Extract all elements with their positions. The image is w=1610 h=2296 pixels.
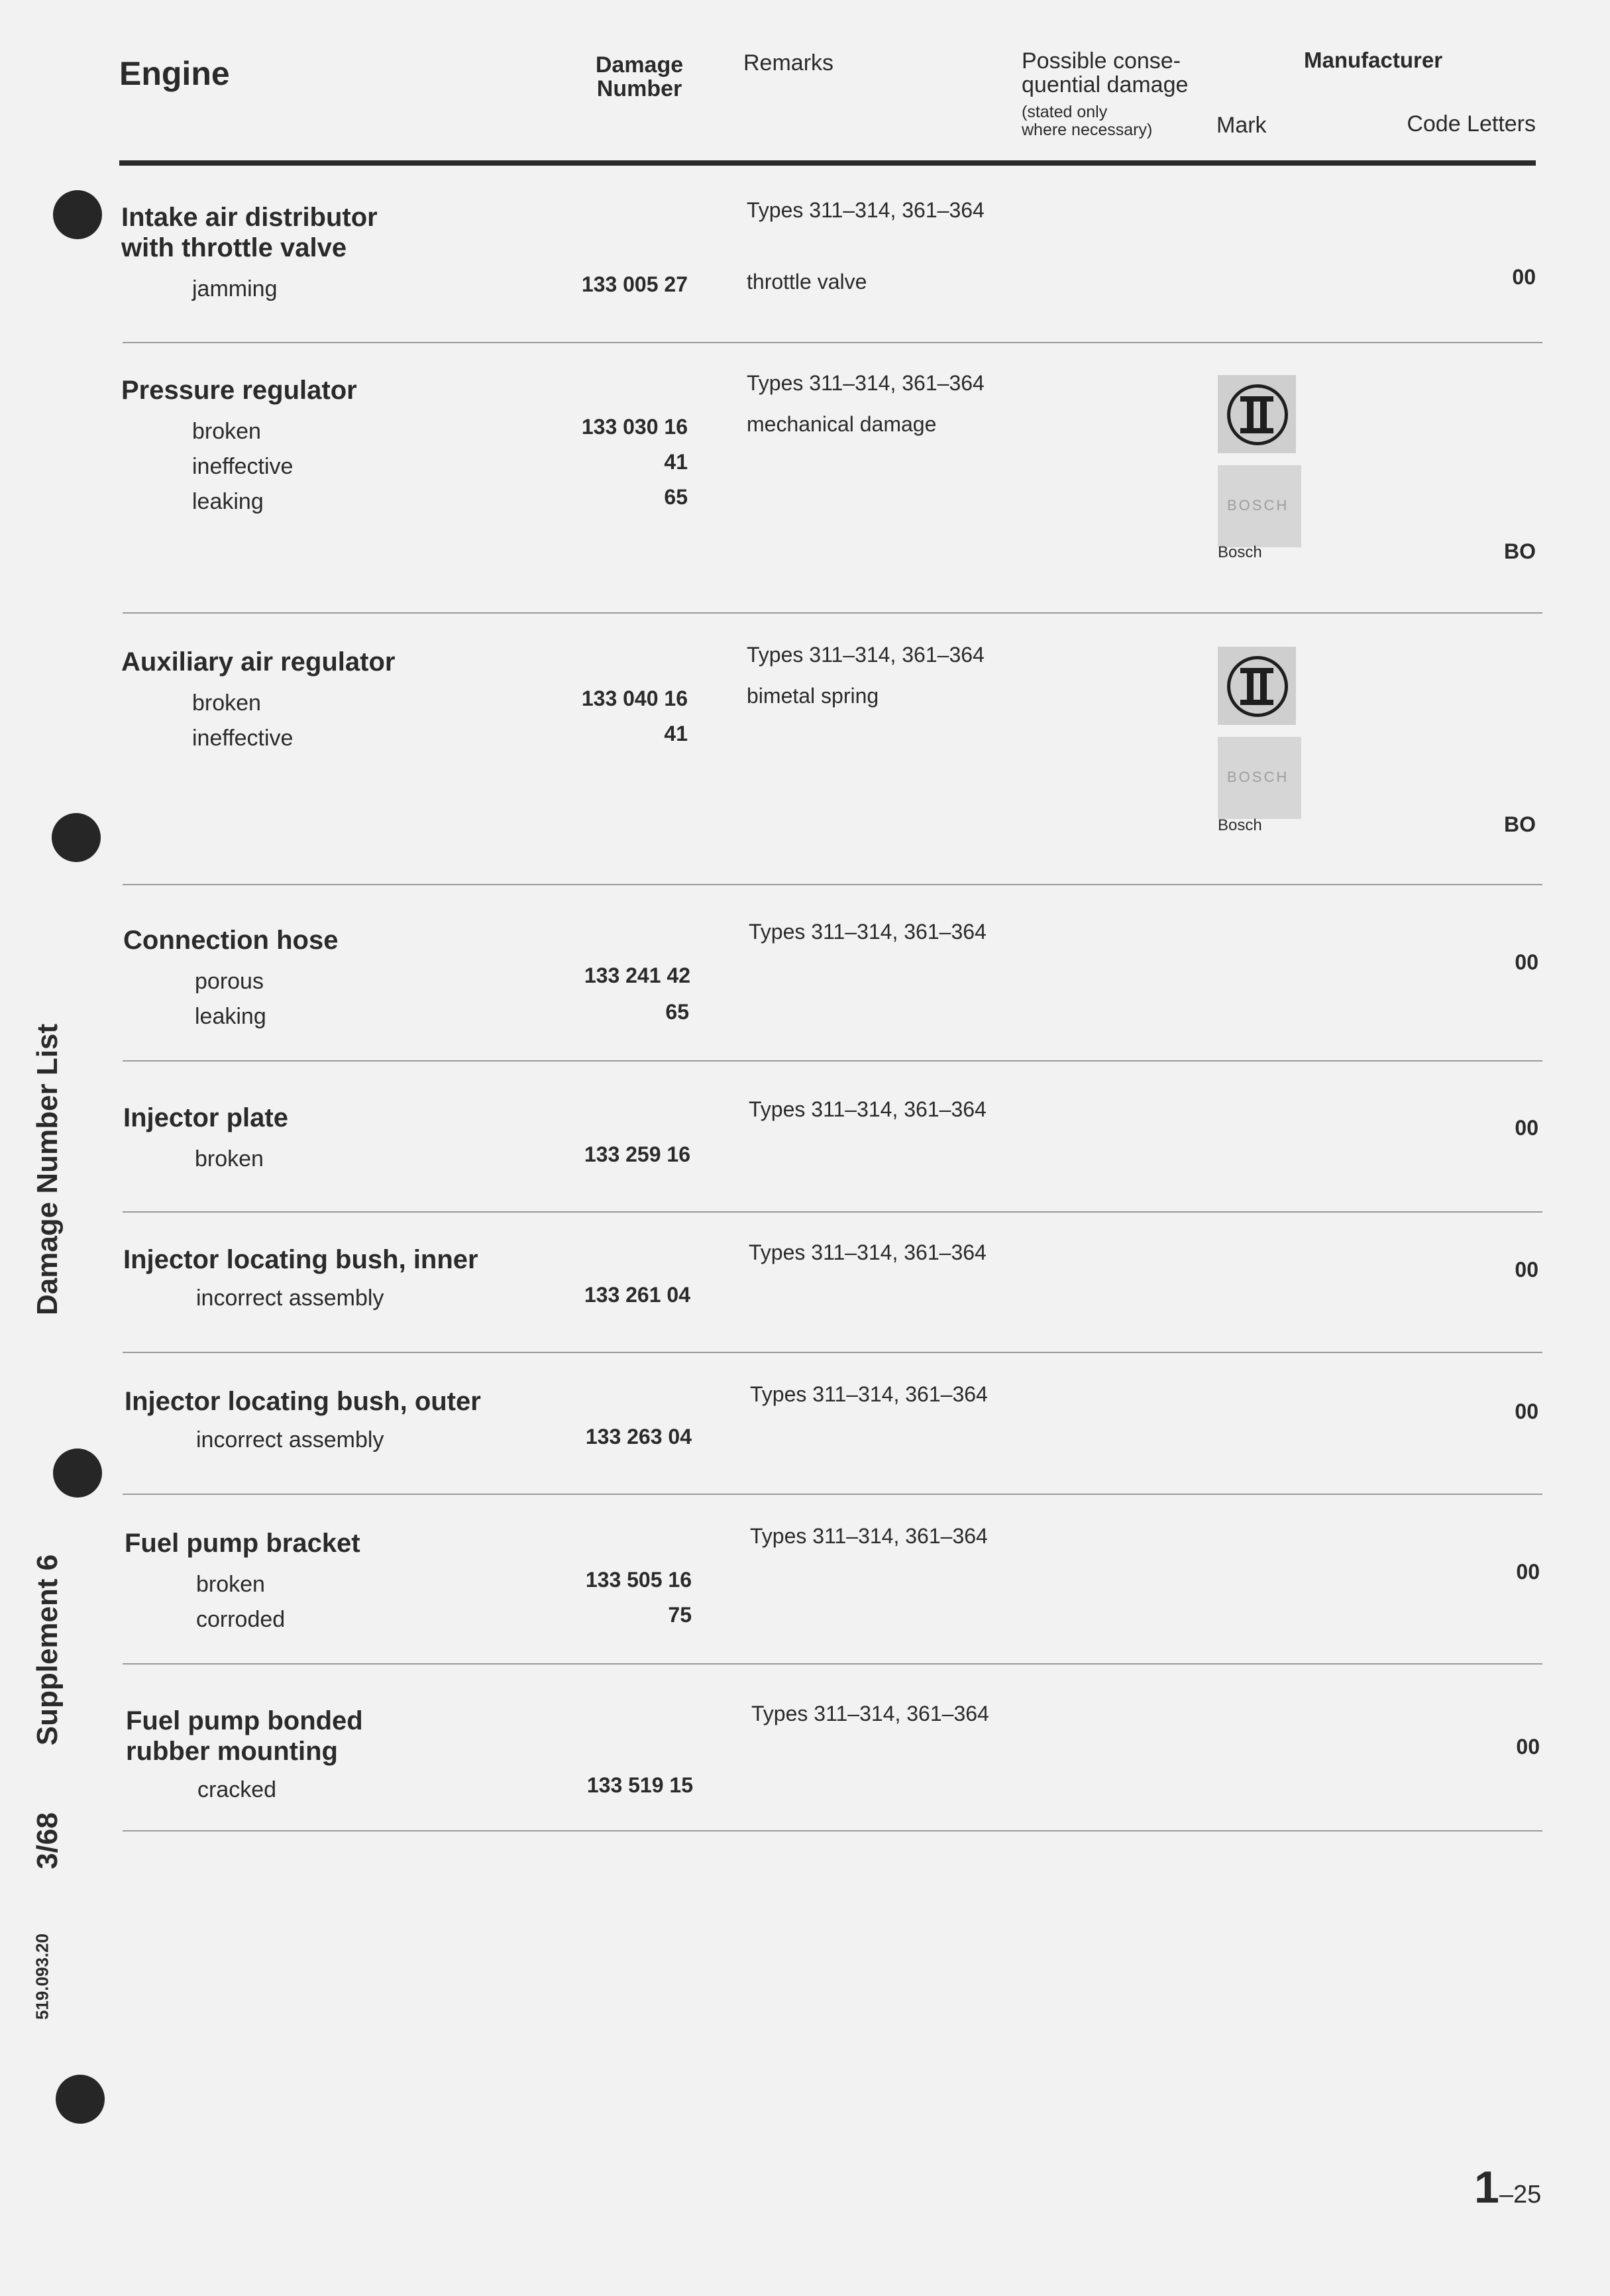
divider: [123, 884, 1542, 885]
divider: [123, 1352, 1542, 1353]
section-title: Engine: [119, 55, 230, 92]
damage-number-header: Damage Number: [595, 52, 684, 101]
entry-title: Fuel pump bracket: [125, 1529, 360, 1558]
mark-header: Mark: [1216, 113, 1267, 138]
remark: bimetal spring: [747, 684, 879, 708]
remark: Types 311–314, 361–364: [747, 371, 985, 395]
item-label: ineffective: [192, 454, 294, 479]
remark: Types 311–314, 361–364: [747, 643, 985, 667]
damage-number: 133 261 04: [584, 1283, 690, 1307]
code-letters-header: Code Letters: [1407, 111, 1536, 137]
item-label: jamming: [192, 276, 278, 301]
entry-title: Auxiliary air regulator: [121, 647, 396, 677]
entry-title: Pressure regulator: [121, 376, 357, 405]
divider: [123, 342, 1542, 343]
remark: Types 311–314, 361–364: [749, 920, 987, 944]
remarks-header: Remarks: [743, 50, 834, 76]
bosch-armature-logo-icon: [1218, 647, 1296, 725]
stated-note: (stated only where necessary): [1022, 103, 1153, 139]
damage-number: 133 040 16: [581, 686, 688, 710]
item-label: corroded: [196, 1607, 286, 1632]
code-letters: 00: [1515, 1399, 1538, 1423]
punch-hole: [53, 190, 102, 239]
item-label: cracked: [197, 1777, 277, 1802]
item-label: incorrect assembly: [196, 1427, 384, 1452]
damage-number: 133 519 15: [586, 1773, 693, 1797]
bosch-stamp-logo: BOSCH: [1218, 465, 1301, 547]
entry-title: Injector locating bush, inner: [123, 1245, 478, 1274]
remark: Types 311–314, 361–364: [747, 198, 985, 222]
damage-number: 75: [668, 1603, 692, 1627]
damage-number: 133 259 16: [584, 1142, 690, 1166]
manufacturer-header: Manufacturer: [1304, 48, 1443, 72]
code-letters: 00: [1516, 1560, 1540, 1584]
entry-title: Intake air distributor with throttle valve: [121, 203, 378, 262]
item-label: broken: [195, 1146, 264, 1172]
item-label: incorrect assembly: [196, 1285, 384, 1311]
remark: Types 311–314, 361–364: [751, 1702, 989, 1725]
item-label: leaking: [195, 1004, 266, 1029]
entry-title: Injector plate: [123, 1103, 288, 1132]
code-letters: BO: [1504, 812, 1536, 836]
code-letters: BO: [1504, 539, 1536, 563]
divider: [123, 1211, 1542, 1213]
remark: Types 311–314, 361–364: [750, 1382, 988, 1406]
code-letters: 00: [1512, 265, 1536, 289]
bosch-stamp-logo: BOSCH: [1218, 737, 1301, 819]
side-doc-code: 519.093.20: [32, 1933, 52, 2020]
item-label: broken: [196, 1572, 265, 1597]
remark: Types 311–314, 361–364: [750, 1524, 988, 1548]
page-section: 1: [1474, 2162, 1499, 2213]
punch-hole: [52, 813, 101, 862]
page-separator: –: [1499, 2181, 1513, 2209]
divider: [123, 612, 1542, 614]
header-rule: [119, 160, 1536, 166]
damage-number: 133 241 42: [584, 963, 690, 987]
page-number: [1474, 2161, 1541, 2213]
bosch-armature-logo-icon: [1218, 375, 1296, 453]
item-label: leaking: [192, 489, 264, 514]
mark-caption: Bosch: [1218, 543, 1262, 561]
damage-number: 133 505 16: [585, 1568, 692, 1592]
code-letters: 00: [1516, 1735, 1540, 1759]
code-letters: 00: [1515, 950, 1538, 974]
divider: [123, 1060, 1542, 1062]
damage-number: 133 263 04: [585, 1425, 692, 1449]
divider: [123, 1494, 1542, 1495]
entry-title: Connection hose: [123, 926, 339, 955]
remark: Types 311–314, 361–364: [749, 1240, 987, 1264]
remark: mechanical damage: [747, 412, 937, 436]
damage-number: 41: [664, 722, 688, 745]
damage-number: 65: [664, 485, 688, 509]
page-index: 25: [1513, 2181, 1542, 2209]
remark: throttle valve: [747, 270, 867, 294]
side-title: Damage Number List: [31, 1023, 64, 1316]
divider: [123, 1830, 1542, 1831]
mark-caption: Bosch: [1218, 816, 1262, 834]
code-letters: 00: [1515, 1258, 1538, 1282]
damage-number: 133 030 16: [581, 415, 688, 439]
damage-number: 133 005 27: [581, 272, 688, 296]
side-supplement: Supplement 6: [31, 1554, 64, 1746]
punch-hole: [53, 1449, 102, 1498]
side-date: 3/68: [31, 1812, 64, 1869]
divider: [123, 1663, 1542, 1665]
damage-number: 41: [664, 450, 688, 474]
item-label: porous: [195, 969, 264, 994]
punch-hole: [56, 2075, 105, 2124]
possible-damage-header: Possible conse- quential damage: [1022, 48, 1189, 97]
item-label: ineffective: [192, 726, 294, 751]
remark: Types 311–314, 361–364: [749, 1097, 987, 1121]
item-label: broken: [192, 419, 261, 444]
entry-title: Fuel pump bonded rubber mounting: [126, 1706, 363, 1766]
code-letters: 00: [1515, 1116, 1538, 1140]
item-label: broken: [192, 690, 261, 716]
damage-number: 65: [665, 1000, 689, 1024]
entry-title: Injector locating bush, outer: [125, 1387, 481, 1416]
